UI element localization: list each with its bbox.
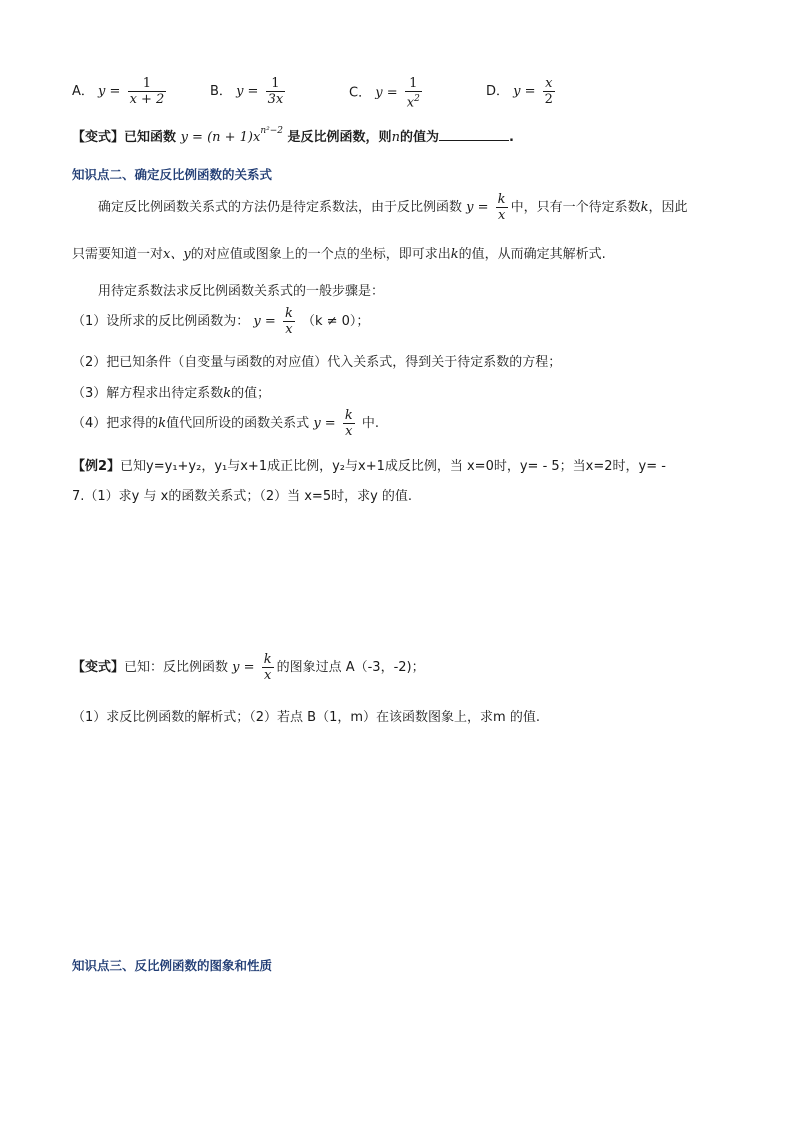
steps-intro: 用待定系数法求反比例函数关系式的一般步骤是： xyxy=(98,284,385,299)
method-paragraph-line-1: 确定反比例函数关系式的方法仍是待定系数法，由于反比例函数 y = $\frac{k}{x}$ 中，只有一个待定系数k，因此 xyxy=(98,192,688,223)
option-c-fraction: $\frac{1}{x^2}$ xyxy=(406,76,420,111)
variant-2-question: （1）求反比例函数的解析式；（2）若点 B（1，m）在该函数图象上，求m 的值. xyxy=(72,710,540,725)
section-3-title: 知识点三、反比例函数的图象和性质 xyxy=(72,958,273,973)
step-1: （1）设所求的反比例函数为： y = $\frac{k}{x}$ （k ≠ 0）； xyxy=(72,306,370,337)
option-c: C． y = $\frac{1}{x^2}$ xyxy=(349,76,420,111)
option-b: B． y = $\frac{1}{3x}$ xyxy=(210,76,284,107)
step-2: （2）把已知条件（自变量与函数的对应值）代入关系式，得到关于待定系数的方程； xyxy=(72,355,562,370)
option-b-fraction: $\frac{1}{3x}$ xyxy=(267,76,284,107)
step-4: （4）把求得的k值代回所设的函数关系式 y = $\frac{k}{x}$ 中. xyxy=(72,408,380,439)
option-a-fraction: $\frac{1}{x + 2}$ xyxy=(129,76,165,107)
k-over-x-fraction: $\frac{k}{x}$ xyxy=(497,192,506,223)
example-2-line-2: 7.（1）求y 与 x的函数关系式；（2）当 x=5时，求y 的值. xyxy=(72,489,413,504)
section-2-title: 知识点二、确定反比例函数的关系式 xyxy=(72,167,273,182)
step-3: （3）解方程求出待定系数k的值； xyxy=(72,386,271,401)
option-d-fraction: $\frac{x}{2}$ xyxy=(544,76,553,107)
option-a: A． y = $\frac{1}{x + 2}$ xyxy=(72,76,165,107)
variant-1: 【变式】已知函数 $y = (n + 1)x^{n^2-2}$ 是反比例函数，则n的值为 . xyxy=(72,125,514,145)
variant-2: 【变式】已知：反比例函数 y = $\frac{k}{x}$ 的图象过点 A（-3，-2)； xyxy=(72,652,425,683)
option-d: D． y = $\frac{x}{2}$ xyxy=(486,76,553,107)
answer-blank[interactable] xyxy=(439,128,509,141)
example-2-line-1: 【例2】已知y=y₁+y₂，y₁与x+1成正比例，y₂与x+1成反比例，当 x=0时，y= - 5；当x=2时，y= - xyxy=(72,459,666,474)
method-paragraph-line-2: 只需要知道一对x、y的对应值或图象上的一个点的坐标，即可求出k的值，从而确定其解析式. xyxy=(72,247,606,262)
